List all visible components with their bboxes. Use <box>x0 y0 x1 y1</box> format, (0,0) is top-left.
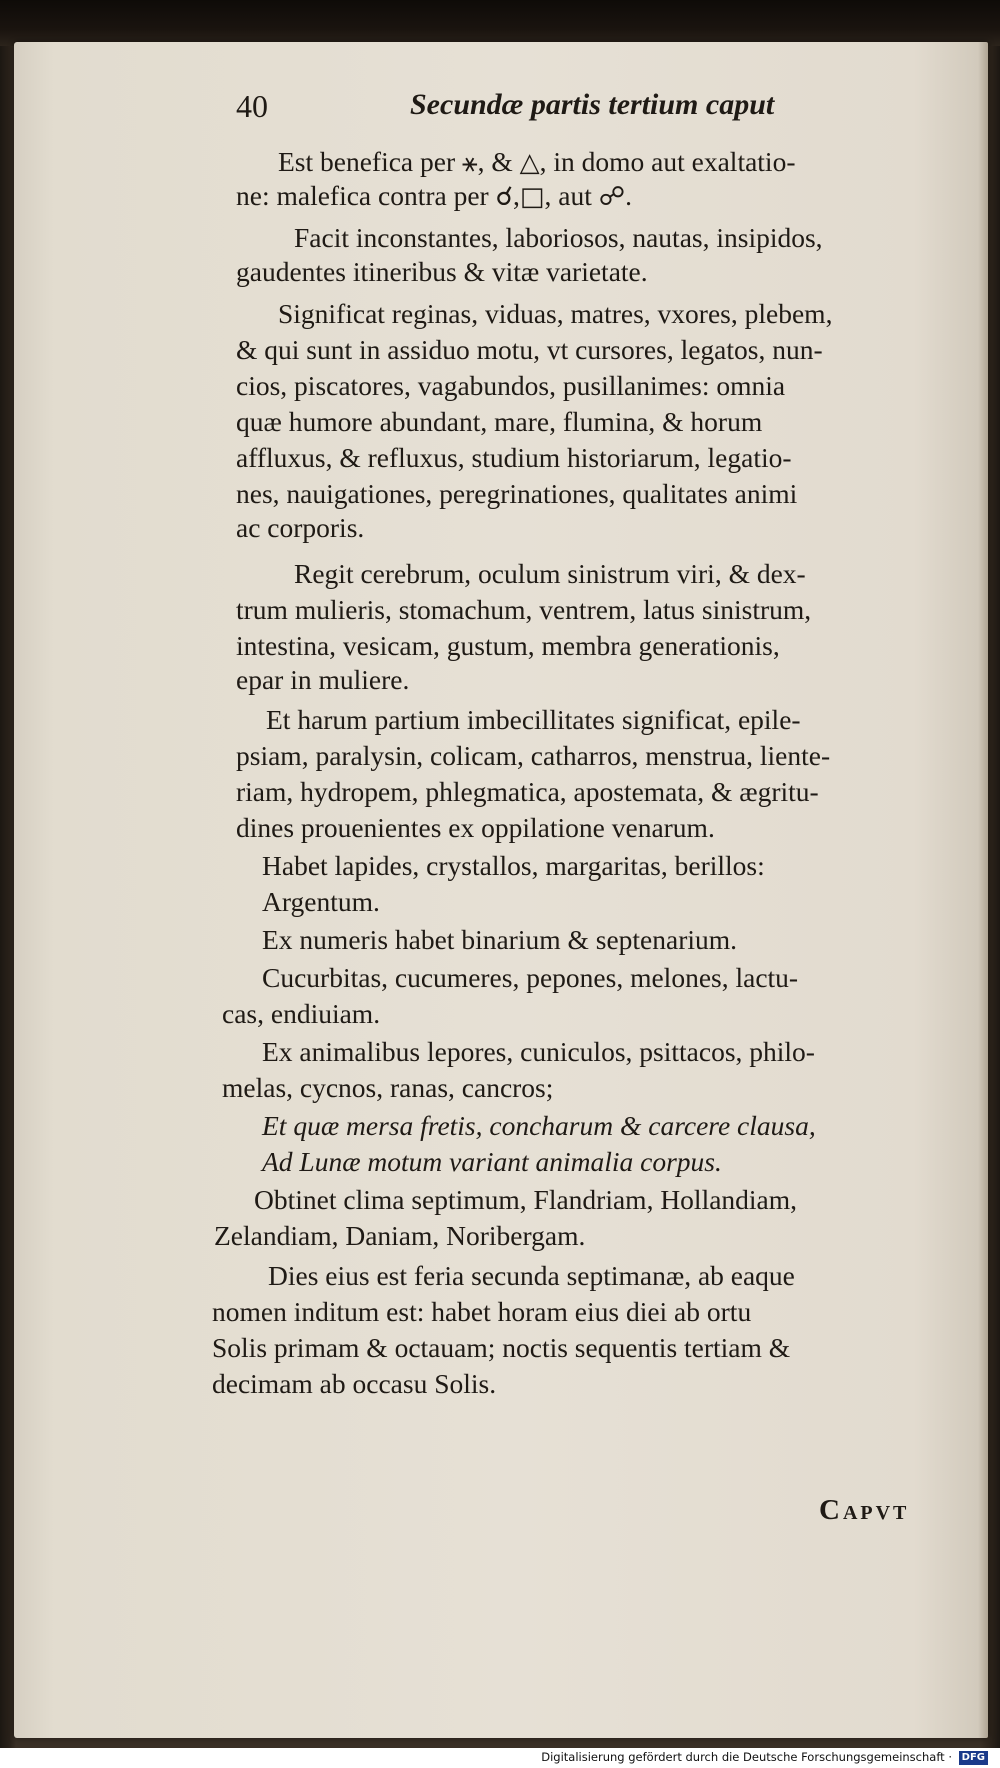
text-segment: , in domo aut exaltatio- <box>539 146 796 177</box>
text-line: trum mulieris, stomachum, ventrem, latus sinistrum, <box>236 594 812 625</box>
text-line <box>278 148 795 176</box>
text-line: psiam, paralysin, colicam, catharros, menstrua, liente- <box>236 740 831 771</box>
text-segment: ne: malefica contra per <box>236 180 489 211</box>
text-line: cas, endiuiam. <box>222 998 381 1029</box>
text-line: nomen inditum est: habet horam eius diei ab ortu <box>212 1296 752 1327</box>
text-line: & qui sunt in assiduo motu, vt cursores, legatos, nun- <box>236 334 823 365</box>
text-line: Habet lapides, crystallos, margaritas, berillos: <box>262 850 765 881</box>
text-line: Cucurbitas, cucumeres, pepones, melones, lactu- <box>262 962 799 993</box>
text-line: dines prouenientes ex oppilatione venarum. <box>236 812 715 843</box>
text-line: epar in muliere. <box>236 664 410 695</box>
text-line: nes, nauigationes, peregrinationes, qualitates animi <box>236 478 798 509</box>
text-line: intestina, vesicam, gustum, membra generationis, <box>236 630 780 661</box>
page-header <box>236 88 836 138</box>
sextile-symbol-icon: ⚹ <box>462 148 478 178</box>
text-line: affluxus, & refluxus, studium historiarum, legatio- <box>236 442 792 473</box>
verse-line: Ad Lunæ motum variant animalia corpus. <box>262 1146 722 1177</box>
page-number: 40 <box>236 88 268 124</box>
text-line: Solis primam & octauam; noctis sequentis tertiam & <box>212 1332 791 1363</box>
verse-line: Et quæ mersa fretis, concharum & carcere clausa, <box>262 1110 816 1141</box>
opposition-symbol-icon: ☍ <box>598 182 626 212</box>
trine-symbol-icon: △ <box>519 148 540 178</box>
text-line: Et harum partium imbecillitates significat, epile- <box>266 704 801 735</box>
text-line <box>236 182 632 210</box>
text-line: Facit inconstantes, laboriosos, nautas, insipidos, <box>294 222 823 253</box>
text-segment: , <box>513 180 520 211</box>
text-line: Ex animalibus lepores, cuniculos, psittacos, philo- <box>262 1036 815 1067</box>
text-line: Significat reginas, viduas, matres, vxores, plebem, <box>278 298 833 329</box>
text-segment: , & <box>477 146 513 177</box>
square-symbol-icon: □ <box>519 182 545 212</box>
text-line: Dies eius est feria secunda septimanæ, ab eaque <box>268 1260 795 1291</box>
book-page <box>14 42 988 1738</box>
catchword: Capvt <box>819 1494 910 1526</box>
text-line: Regit cerebrum, oculum sinistrum viri, & dex- <box>294 558 806 589</box>
scan-top-shadow <box>0 0 1000 46</box>
text-line: decimam ab occasu Solis. <box>212 1368 497 1399</box>
text-line: cios, piscatores, vagabundos, pusillanimes: omnia <box>236 370 786 401</box>
footer-credit <box>541 1750 988 1765</box>
text-line: riam, hydropem, phlegmatica, apostemata, & ægritu- <box>236 776 819 807</box>
text-line: Ex numeris habet binarium & septenarium. <box>262 924 738 955</box>
text-line: Obtinet clima septimum, Flandriam, Hollandiam, <box>254 1184 798 1215</box>
dfg-logo-icon: DFG <box>959 1751 988 1765</box>
text-line: Zelandiam, Daniam, Noribergam. <box>214 1220 586 1251</box>
text-line: ac corporis. <box>236 512 365 543</box>
digitization-footer <box>0 1748 1000 1768</box>
text-line: quæ humore abundant, mare, flumina, & horum <box>236 406 763 437</box>
text-line: melas, cycnos, ranas, cancros; <box>222 1072 554 1103</box>
text-segment: . <box>625 180 632 211</box>
running-title: Secundæ partis tertium caput <box>410 88 775 121</box>
footer-credit-text: Digitalisierung gefördert durch die Deutsche Forschungsgemeinschaft · <box>541 1750 952 1764</box>
text-segment: Est benefica per <box>278 146 456 177</box>
page-text <box>14 42 988 1738</box>
conjunction-symbol-icon: ☌ <box>495 182 514 212</box>
text-line: Argentum. <box>262 886 380 917</box>
text-line: gaudentes itineribus & vitæ varietate. <box>236 256 648 287</box>
text-segment: , aut <box>544 180 592 211</box>
